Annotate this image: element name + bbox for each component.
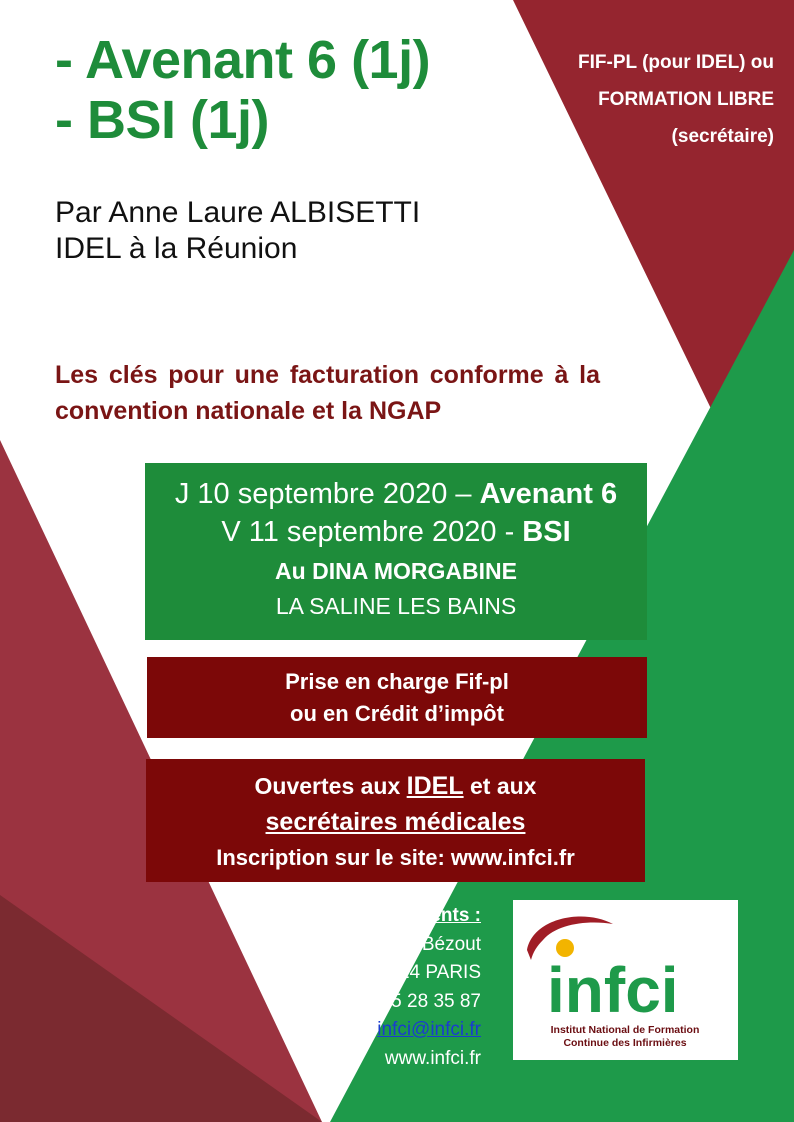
funding-note-line3: (secrétaire) bbox=[671, 126, 774, 147]
contact-phone: 01 55 28 35 87 bbox=[354, 990, 481, 1012]
logo-subtitle-line2: Continue des Infirmières bbox=[563, 1037, 687, 1049]
logo-subtitle-line1: Institut National de Formation bbox=[550, 1024, 700, 1036]
infci-logo-graphic bbox=[513, 900, 738, 1060]
contact-address1: INFCI – 9 rue Bézout bbox=[302, 933, 481, 955]
contact-website[interactable]: www.infci.fr bbox=[384, 1047, 481, 1069]
audience-secretaries: secrétaires médicales bbox=[265, 808, 526, 836]
session-day1-date: J 10 septembre 2020 – bbox=[174, 478, 480, 510]
funding-box-line2: ou en Crédit d’impôt bbox=[290, 701, 504, 726]
author-role: IDEL à la Réunion bbox=[55, 232, 298, 265]
contact-email-link[interactable]: infci@infci.fr bbox=[377, 1019, 481, 1040]
session-day2 bbox=[145, 513, 647, 551]
audience-post: et aux bbox=[463, 773, 537, 799]
contact-block bbox=[221, 902, 481, 1073]
tagline: Les clés pour une facturation conforme à la convention nationale et la NGAP bbox=[55, 361, 600, 425]
infci-logo bbox=[513, 900, 738, 1060]
funding-note-line2: FORMATION LIBRE bbox=[598, 89, 774, 110]
audience-box bbox=[146, 759, 645, 882]
audience-pre: Ouvertes aux bbox=[254, 773, 407, 799]
contact-address2: 75014 PARIS bbox=[367, 962, 481, 983]
funding-note-line1: FIF-PL (pour IDEL) ou bbox=[578, 52, 774, 73]
signup-text: Inscription sur le site: www.infci.fr bbox=[216, 845, 575, 870]
session-day2-topic: BSI bbox=[522, 516, 571, 548]
title-line-avenant: - Avenant 6 (1j) bbox=[55, 30, 431, 90]
audience-line1 bbox=[146, 769, 645, 803]
title-line-bsi: - BSI (1j) bbox=[55, 90, 270, 150]
funding-note bbox=[514, 44, 774, 155]
logo-wordmark: infci bbox=[547, 954, 679, 1026]
contact-heading: Renseignements : bbox=[317, 905, 481, 926]
session-city: LA SALINE LES BAINS bbox=[275, 593, 517, 619]
author-name: Par Anne Laure ALBISETTI bbox=[55, 196, 421, 229]
session-day1 bbox=[145, 475, 647, 513]
session-day1-topic: Avenant 6 bbox=[479, 478, 618, 510]
author-block bbox=[55, 195, 420, 267]
session-venue: Au DINA MORGABINE bbox=[275, 558, 517, 584]
audience-line2 bbox=[146, 803, 645, 841]
funding-box-line1: Prise en charge Fif-pl bbox=[285, 669, 509, 694]
event-title bbox=[55, 30, 430, 150]
audience-idel: IDEL bbox=[406, 772, 464, 800]
funding-box bbox=[147, 657, 647, 738]
session-dates-box bbox=[145, 463, 647, 640]
session-day2-date: V 11 septembre 2020 - bbox=[221, 516, 523, 548]
